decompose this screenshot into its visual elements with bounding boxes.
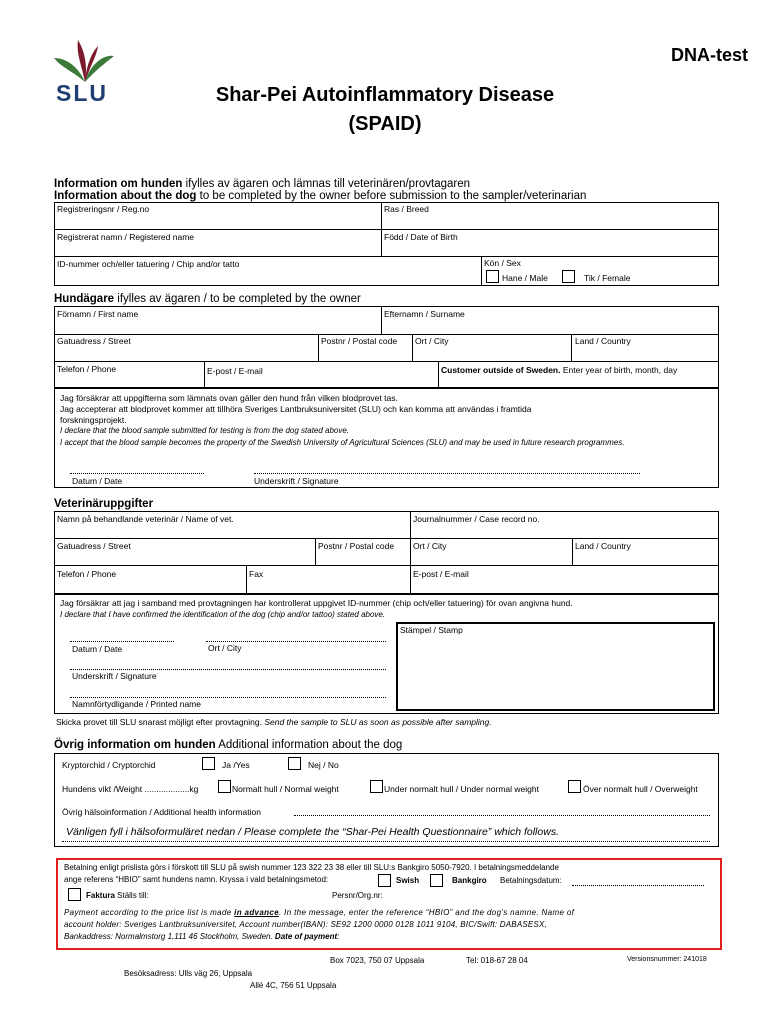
title-line2: (SPAID): [348, 113, 422, 135]
cryptorchid-no-label: Nej / No: [308, 760, 339, 770]
owner-heading: Hundägare ifylles av ägaren / to be completed by the owner: [54, 293, 361, 305]
owner-city-field[interactable]: Ort / City: [415, 336, 449, 346]
vet-signature-field[interactable]: Underskrift / Signature: [72, 671, 157, 681]
vet-country-field[interactable]: Land / Country: [575, 541, 631, 551]
vet-city-field[interactable]: Ort / City: [413, 541, 447, 551]
female-checkbox[interactable]: [562, 270, 575, 283]
persnr-label: Persnr/Org.nr:: [332, 891, 383, 900]
cryptorchid-no-checkbox[interactable]: [288, 757, 301, 770]
faktura-label: Faktura Ställs till:: [86, 891, 149, 900]
male-checkbox[interactable]: [486, 270, 499, 283]
owner-street-field[interactable]: Gatuadress / Street: [57, 336, 131, 346]
consent-sv3: forskningsprojekt.: [60, 415, 127, 425]
owner-phone-field[interactable]: Telefon / Phone: [57, 364, 117, 374]
vet-name-field[interactable]: Namn på behandlande veterinär / Name of vet.: [57, 514, 234, 524]
questionnaire-note: Vänligen fyll i hälsoformuläret nedan / Please complete the “Shar-Pei Health Questionnaire” which follows.: [66, 826, 559, 838]
payment-en1: Payment according to the price list is made in advance. In the message, enter the reference “HBIO” and the dog's namne. Name of: [64, 908, 575, 917]
footer-version: Versionsnummer: 241018: [627, 956, 707, 963]
owner-date-field[interactable]: Datum / Date: [72, 476, 123, 486]
faktura-checkbox[interactable]: [68, 888, 81, 901]
vet-fax-field[interactable]: Fax: [249, 569, 264, 579]
stamp-label: Stämpel / Stamp: [400, 625, 463, 635]
owner-country-field[interactable]: Land / Country: [575, 336, 631, 346]
title-line1: Shar-Pei Autoinflammatory Disease: [215, 84, 555, 106]
payment-line2: ange referens “HBIO” samt hundens namn. Kryssa i vald betalningsmetod:: [64, 875, 329, 884]
birth-date-field[interactable]: Född / Date of Birth: [384, 232, 458, 242]
bankgiro-checkbox[interactable]: [430, 874, 443, 887]
owner-email-field[interactable]: E-post / E-mail: [207, 366, 263, 376]
payment-date-label: Betalningsdatum:: [500, 876, 562, 885]
vet-confirm-sv: Jag försäkrar att jag i samband med provtagningen har kontrollerat uppgivet ID-nummer (chip och/eller tatuering) för ovan angivna hund.: [60, 598, 573, 608]
swish-label: Swish: [396, 876, 420, 885]
payment-en2: account holder: Sveriges Lantbruksuniversitet, Account number(IBAN): SE92 1200 0000 0128 1011 9104, BIC/Swift: DABASESX,: [64, 920, 547, 929]
reg-name-field[interactable]: Registrerat namn / Registered name: [57, 232, 195, 242]
vet-city2-field[interactable]: Ort / City: [208, 643, 242, 653]
footer-address1: Box 7023, 750 07 Uppsala: [330, 956, 425, 965]
consent-en2: I accept that the blood sample becomes the property of the Swedish University of Agricultural Sciences (SLU) and may be used in future research programmes.: [60, 438, 625, 447]
under-weight-checkbox[interactable]: [370, 780, 383, 793]
reg-no-field[interactable]: Registreringsnr / Reg.no: [57, 204, 150, 214]
vet-phone-field[interactable]: Telefon / Phone: [57, 569, 117, 579]
sex-label: Kön / Sex: [484, 258, 521, 268]
cryptorchid-yes-checkbox[interactable]: [202, 757, 215, 770]
normal-weight-label: Normalt hull / Normal weight: [232, 784, 339, 794]
consent-sv2: Jag accepterar att blodprovet kommer att tillhöra Sveriges Lantbruksuniversitet (SLU) och kan komma att användas i framtida: [60, 404, 532, 414]
vet-street-field[interactable]: Gatuadress / Street: [57, 541, 131, 551]
consent-sv1: Jag försäkrar att uppgifterna som lämnats ovan gäller den hund från vilken blodprovet tas.: [60, 393, 398, 403]
consent-en1: I declare that the blood sample submitted for testing is from the dog stated above.: [60, 426, 350, 435]
surname-field[interactable]: Efternamn / Surname: [384, 309, 465, 319]
vet-printed-name-field[interactable]: Namnförtydligande / Printed name: [72, 699, 201, 709]
journal-field[interactable]: Journalnummer / Case record no.: [413, 514, 540, 524]
normal-weight-checkbox[interactable]: [218, 780, 231, 793]
weight-label: Hundens vikt /Weight ...................kg: [62, 784, 199, 794]
health-info-field[interactable]: Övrig hälsoinformation / Additional health information: [62, 807, 261, 817]
footer-tel: Tel: 018-67 28 04: [466, 956, 528, 965]
bankgiro-label: Bankgiro: [452, 876, 487, 885]
vet-confirm-en: I declare that I have confirmed the identification of the dog (chip and/or tattoo) stated above.: [60, 610, 386, 619]
owner-postal-field[interactable]: Postnr / Postal code: [321, 336, 398, 346]
swish-checkbox[interactable]: [378, 874, 391, 887]
vet-heading: Veterinäruppgifter: [54, 498, 154, 510]
other-heading: Övrig information om hunden Additional information about the dog: [54, 739, 403, 751]
vet-postal-field[interactable]: Postnr / Postal code: [318, 541, 395, 551]
over-weight-label: Över normalt hull / Overweight: [583, 784, 698, 794]
logo-text: SLU: [56, 80, 108, 106]
slu-leaf-icon: [52, 36, 118, 84]
footer-address2: Besöksadress: Ulls väg 26, Uppsala: [124, 969, 253, 978]
vet-email-field[interactable]: E-post / E-mail: [413, 569, 469, 579]
female-label: Tik / Female: [584, 273, 631, 283]
cryptorchid-label: Kryptorchid / Cryptorchid: [62, 760, 156, 770]
vet-date-field[interactable]: Datum / Date: [72, 644, 123, 654]
payment-en3: Bankaddress: Normalmstorg 1,111 46 Stockholm, Sweden. Date of payment:: [64, 932, 340, 941]
footer-address3: Allé 4C, 756 51 Uppsala: [250, 981, 337, 990]
dog-info-heading-sv: Information om hunden ifylles av ägaren och lämnas till veterinären/provtagaren: [54, 178, 471, 190]
first-name-field[interactable]: Förnamn / First name: [57, 309, 139, 319]
male-label: Hane / Male: [502, 273, 548, 283]
dog-info-heading-en: Information about the dog to be completed by the owner before submission to the sampler/veterinarian: [54, 190, 587, 202]
breed-field[interactable]: Ras / Breed: [384, 204, 429, 214]
outside-sweden-field[interactable]: Customer outside of Sweden. Enter year of birth, month, day: [441, 365, 678, 375]
owner-signature-field[interactable]: Underskrift / Signature: [254, 476, 339, 486]
send-instruction: Skicka provet till SLU snarast möjligt efter provtagning. Send the sample to SLU as soon as possible after sampling.: [56, 717, 492, 727]
id-number-field[interactable]: ID-nummer och/eller tatuering / Chip and/or tatto: [57, 259, 240, 269]
over-weight-checkbox[interactable]: [568, 780, 581, 793]
under-weight-label: Under normalt hull / Under normal weight: [384, 784, 539, 794]
cryptorchid-yes-label: Ja /Yes: [222, 760, 250, 770]
doc-type: DNA-test: [670, 45, 748, 65]
payment-line1: Betalning enligt prislista görs i förskott till SLU på swish nummer 123 322 23 38 eller till SLU:s Bankgiro 5050-7920. I betalningsmeddelande: [64, 863, 559, 872]
stamp-box[interactable]: [396, 622, 715, 711]
